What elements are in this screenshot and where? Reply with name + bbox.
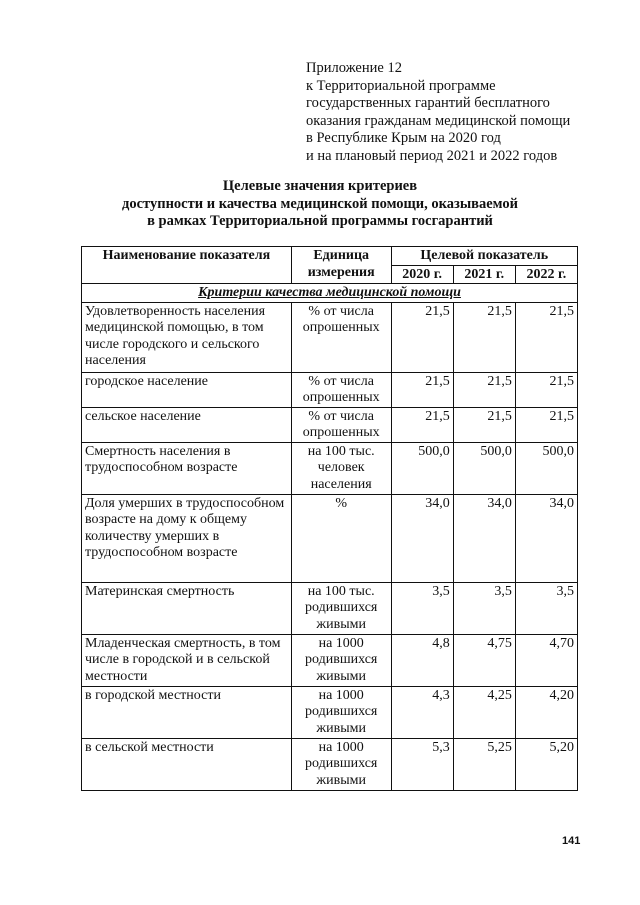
value-2022: 21,5 (515, 372, 577, 407)
table-row (82, 494, 578, 582)
table-row (82, 686, 578, 738)
annex-line: и на плановый период 2021 и 2022 годов (306, 147, 558, 164)
title-line: в рамках Территориальной программы госгарантий (147, 213, 493, 229)
indicator-name: Младенческая смертность, в том числе в городской и в сельской местности (82, 634, 292, 686)
section-row (82, 284, 578, 303)
header-target-value: Целевой показатель (391, 247, 577, 266)
value-2021: 21,5 (453, 372, 515, 407)
indicator-unit: % от числа опрошенных (291, 407, 391, 442)
indicator-name: Удовлетворенность населения медицинской помощью, в том числе городского и сельского населения (82, 302, 292, 372)
value-2020: 21,5 (391, 372, 453, 407)
value-2021: 4,25 (453, 686, 515, 738)
indicator-unit: на 1000 родившихся живыми (291, 738, 391, 790)
title-line: Целевые значения критериев (222, 178, 418, 194)
value-2021: 500,0 (453, 442, 515, 494)
value-2022: 21,5 (515, 407, 577, 442)
indicator-unit: на 1000 родившихся живыми (291, 634, 391, 686)
header-row (82, 247, 578, 266)
header-year-2020: 2020 г. (391, 265, 453, 284)
section-title: Критерии качества медицинской помощи (82, 284, 578, 303)
value-2021: 3,5 (453, 582, 515, 634)
table-row (82, 302, 578, 372)
criteria-table (81, 246, 578, 791)
annex-line: оказания гражданам медицинской помощи (306, 112, 571, 129)
header-year-2021: 2021 г. (453, 265, 515, 284)
value-2022: 4,20 (515, 686, 577, 738)
value-2022: 3,5 (515, 582, 577, 634)
title-line: доступности и качества медицинской помощи, оказываемой (122, 195, 518, 212)
annex-line: в Республике Крым на 2020 год (306, 130, 501, 146)
indicator-unit: % от числа опрошенных (291, 302, 391, 372)
value-2022: 5,20 (515, 738, 577, 790)
table-row (82, 442, 578, 494)
value-2020: 500,0 (391, 442, 453, 494)
value-2020: 21,5 (391, 407, 453, 442)
indicator-name: в сельской местности (82, 738, 292, 790)
value-2022: 34,0 (515, 494, 577, 582)
indicator-unit: на 100 тыс. человек населения (291, 442, 391, 494)
value-2021: 21,5 (453, 407, 515, 442)
header-year-2022: 2022 г. (515, 265, 577, 284)
indicator-name: Смертность населения в трудоспособном возрасте (82, 442, 292, 494)
indicator-unit: на 100 тыс. родившихся живыми (291, 582, 391, 634)
table-row (82, 372, 578, 407)
indicator-name: городское население (82, 372, 292, 407)
header-unit: Единица измерения (291, 247, 391, 284)
value-2022: 500,0 (515, 442, 577, 494)
annex-reference (306, 60, 626, 165)
value-2021: 4,75 (453, 634, 515, 686)
indicator-name: в городской местности (82, 686, 292, 738)
value-2022: 4,70 (515, 634, 577, 686)
table-row (82, 738, 578, 790)
indicator-unit: % (291, 494, 391, 582)
value-2021: 5,25 (453, 738, 515, 790)
indicator-name: Доля умерших в трудоспособном возрасте на дому к общему количеству умерших в трудоспособном возрасте (82, 494, 292, 582)
annex-line: государственных гарантий бесплатного (306, 95, 550, 111)
value-2020: 4,8 (391, 634, 453, 686)
indicator-name: Материнская смертность (82, 582, 292, 634)
value-2020: 4,3 (391, 686, 453, 738)
value-2021: 21,5 (453, 302, 515, 372)
table-row (82, 634, 578, 686)
document-title (60, 178, 580, 231)
value-2020: 5,3 (391, 738, 453, 790)
value-2022: 21,5 (515, 302, 577, 372)
header-indicator-name: Наименование показателя (82, 247, 292, 284)
value-2020: 21,5 (391, 302, 453, 372)
annex-line: Приложение 12 (306, 60, 402, 76)
indicator-unit: на 1000 родившихся живыми (291, 686, 391, 738)
value-2020: 34,0 (391, 494, 453, 582)
page-number: 141 (562, 835, 581, 847)
table-row (82, 407, 578, 442)
value-2020: 3,5 (391, 582, 453, 634)
indicator-unit: % от числа опрошенных (291, 372, 391, 407)
table-row (82, 582, 578, 634)
annex-line: к Территориальной программе (306, 77, 496, 94)
indicator-name: сельское население (82, 407, 292, 442)
value-2021: 34,0 (453, 494, 515, 582)
